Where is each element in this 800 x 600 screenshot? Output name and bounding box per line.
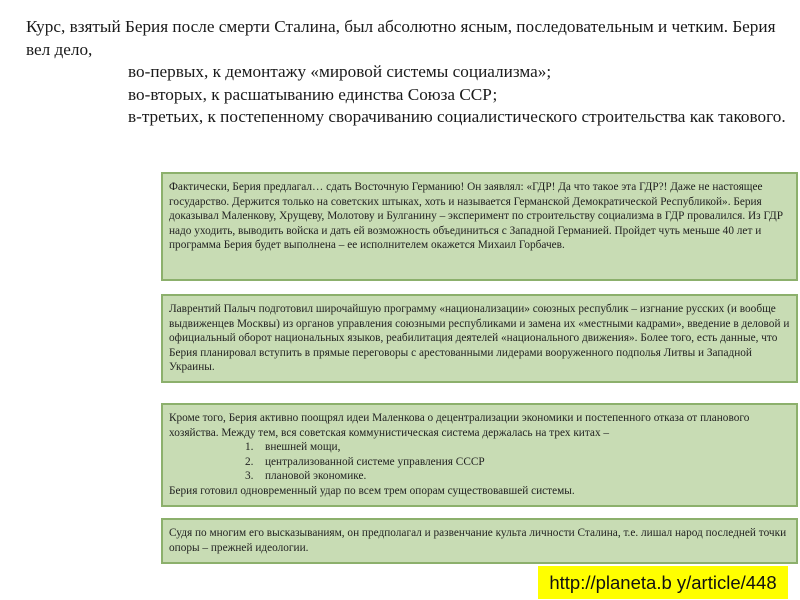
list-text: плановой экономике. bbox=[265, 470, 367, 483]
box-text: Кроме того, Берия активно поощрял идеи Маленкова о децентрализации экономики и постепенного отказа от планового хозяйства. Между тем, вся советская коммунистическая система держалась на трех китах – bbox=[169, 412, 750, 439]
list-number: 1. bbox=[245, 441, 254, 454]
list-item bbox=[169, 440, 790, 455]
text-box-gdr bbox=[161, 172, 798, 281]
bullet-text: в-третьих, к постепенному сворачиванию социалистического строительства как такового. bbox=[128, 107, 786, 127]
intro-bullet-list bbox=[26, 61, 786, 129]
box-text: Фактически, Берия предлагал… сдать Восточную Германию! Он заявлял: «ГДР! Да что такое эта ГДР?! Даже не настоящее государство. Держится только на советских штыках, хоть и называется Германской Демократической Республикой». Берия доказывал Маленкову, Хрущеву, Молотову и Булганину – эксперимент по строительству социализма в ГДР провалился. Из ГДР надо уходить, выводить войска и дать ей возможность объединиться с Западной Германией. Пройдет чуть меньше 40 лет и программа Берия будет выполнена – ее исполнителем окажется Михаил Горбачев. bbox=[169, 181, 783, 252]
list-text: централизованной системе управления СССР bbox=[265, 455, 485, 468]
list-number: 2. bbox=[245, 455, 254, 468]
text-box-personality-cult bbox=[161, 518, 798, 564]
text-box-nationalization bbox=[161, 294, 798, 383]
bullet-item bbox=[26, 106, 786, 129]
list-item bbox=[169, 455, 790, 470]
list-text: внешней мощи, bbox=[265, 441, 341, 454]
bullet-item bbox=[26, 61, 786, 84]
box-text: Судя по многим его высказываниям, он предполагал и развенчание культа личности Сталина, т.е. лишал народ последней точки опоры – прежней идеологии. bbox=[169, 527, 787, 554]
list-number: 3. bbox=[245, 470, 254, 483]
numbered-list bbox=[169, 440, 790, 484]
source-link[interactable]: http://planeta.b y/article/448 bbox=[538, 566, 788, 599]
bullet-text: во-вторых, к расшатыванию единства Союза ССР; bbox=[128, 84, 498, 104]
text-box-economy bbox=[161, 403, 798, 507]
intro-paragraph: Курс, взятый Берия после смерти Сталина, был абсолютно ясным, последовательным и четким. Берия вел дело, bbox=[26, 17, 776, 59]
box-text: Берия готовил одновременный удар по всем трем опорам существовавшей системы. bbox=[169, 484, 575, 497]
list-item bbox=[169, 469, 790, 484]
intro-text bbox=[26, 16, 786, 129]
bullet-text: во-первых, к демонтажу «мировой системы социализма»; bbox=[128, 62, 552, 82]
bullet-item bbox=[26, 84, 786, 107]
box-text: Лаврентий Палыч подготовил широчайшую программу «национализации» союзных республик – изгнание русских (и вообще выдвиженцев Москвы) из органов управления союзными республиками и замена их «местными кадрами», введение в деловой и официальный оборот национальных языков, реабилитация деятелей «национального движения». Более того, есть данные, что Берия планировал вступить в прямые переговоры с арестованными лидерами вооруженного подполья Литвы и Западной Украины. bbox=[169, 303, 790, 374]
